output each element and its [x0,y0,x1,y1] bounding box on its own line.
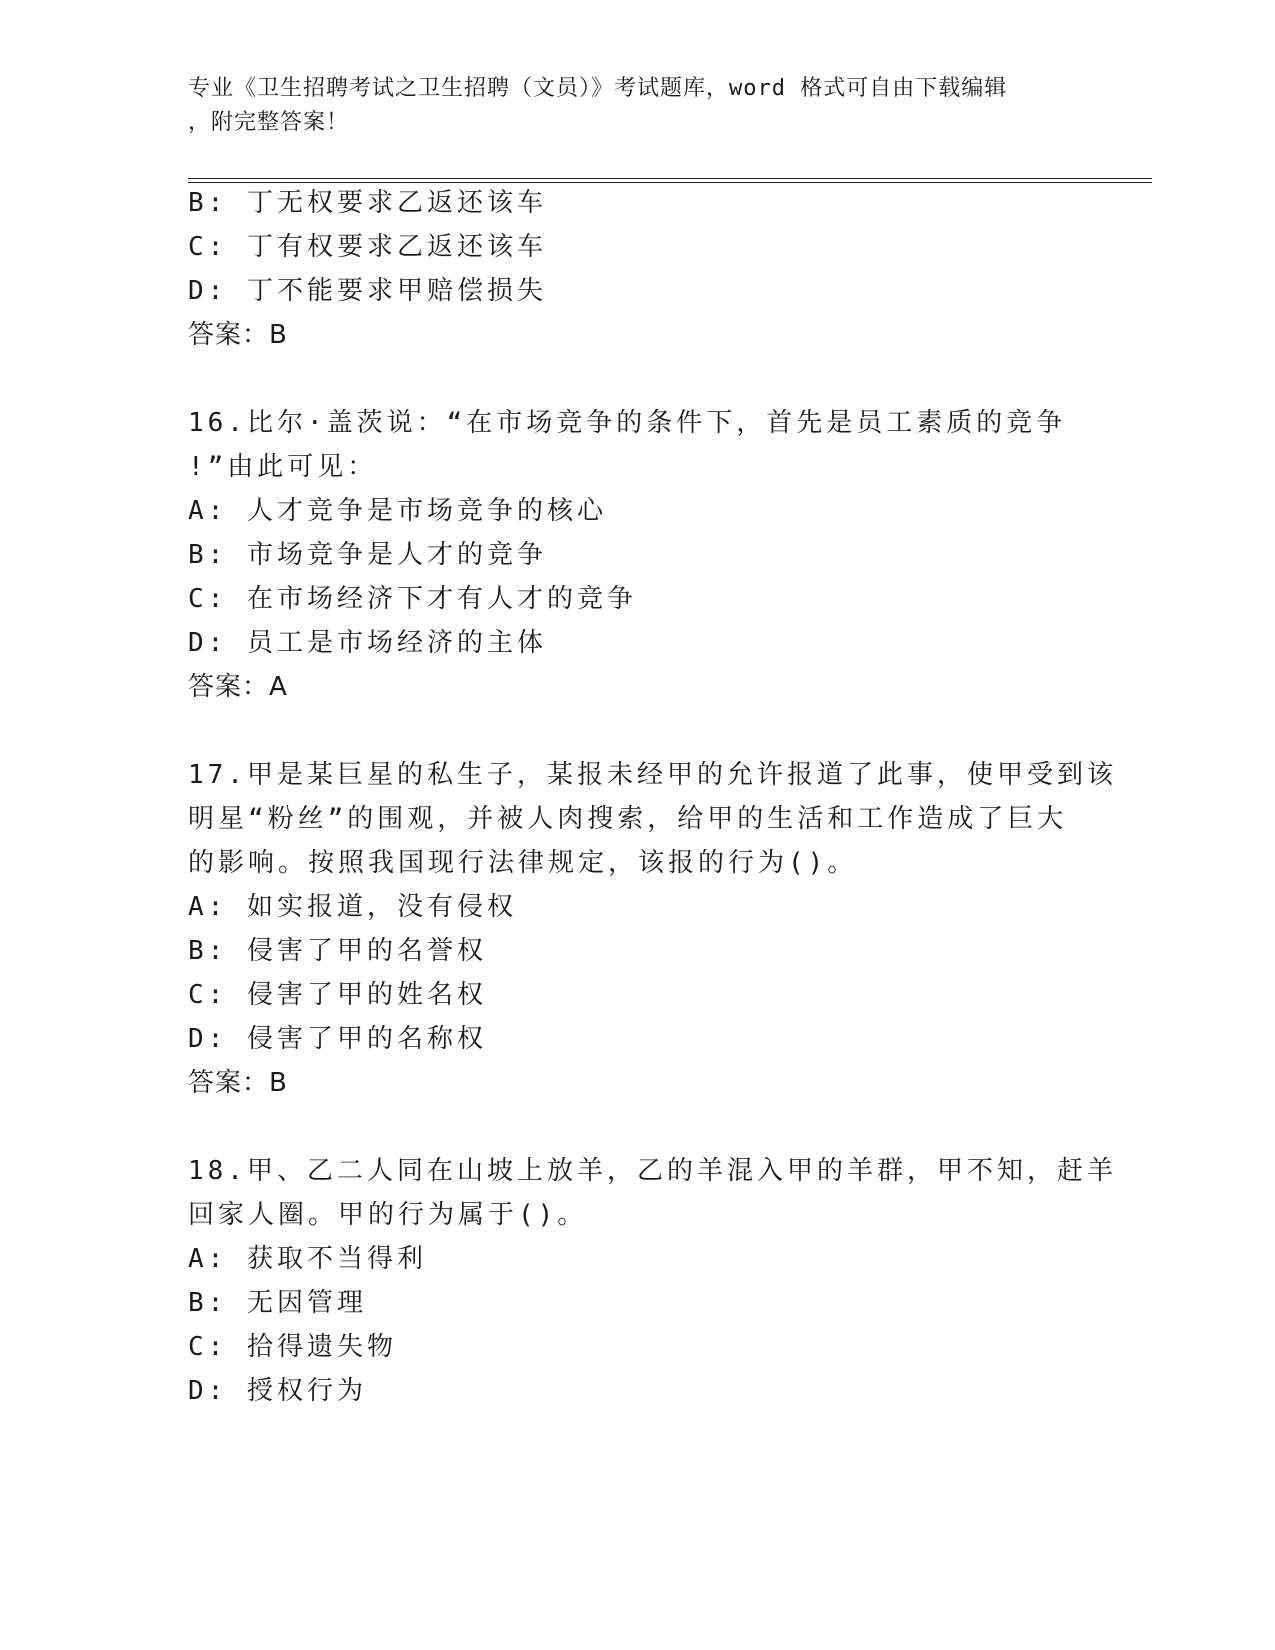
q16-stem-line-2: !”由此可见： [188,452,378,482]
header-line-1: 专业《卫生招聘考试之卫生招聘（文员）》考试题库，word 格式可自由下载编辑 [188,76,1008,101]
q16-stem-line-1: 16.比尔·盖茨说：“在市场竞争的条件下，首先是员工素质的竞争 [188,408,1067,438]
q15-option-c: C: 丁有权要求乙返还该车 [188,232,547,262]
q17-option-c: C: 侵害了甲的姓名权 [188,980,487,1010]
header-line-2: ，附完整答案！ [188,110,350,135]
q16-option-a: A: 人才竞争是市场竞争的核心 [188,496,607,526]
q15-option-b: B: 丁无权要求乙返还该车 [188,188,547,218]
q16-answer: 答案：A [188,672,288,702]
q18-option-d: D: 授权行为 [188,1376,367,1406]
document-header [188,72,1068,140]
q16-option-b: B: 市场竞争是人才的竞争 [188,540,547,570]
q16-option-c: C: 在市场经济下才有人才的竞争 [188,584,637,614]
header-divider-top [188,178,1152,179]
q17-option-a: A: 如实报道，没有侵权 [188,892,517,922]
q17-option-d: D: 侵害了甲的名称权 [188,1024,487,1054]
q16-option-d: D: 员工是市场经济的主体 [188,628,547,658]
q18-stem-line-1: 18.甲、乙二人同在山坡上放羊，乙的羊混入甲的羊群，甲不知，赶羊 [188,1156,1117,1186]
q18-option-b: B: 无因管理 [188,1288,367,1318]
header-divider-bottom [188,182,1152,183]
q18-stem-line-2: 回家人圈。甲的行为属于()。 [188,1200,588,1230]
q17-option-b: B: 侵害了甲的名誉权 [188,936,487,966]
q18-option-a: A: 获取不当得利 [188,1244,427,1274]
q18-option-c: C: 拾得遗失物 [188,1332,397,1362]
q17-answer: 答案：B [188,1068,288,1098]
q17-stem-line-2: 明星“粉丝”的围观，并被人肉搜索，给甲的生活和工作造成了巨大 [188,804,1068,834]
q15-option-d: D: 丁不能要求甲赔偿损失 [188,276,547,306]
q15-answer: 答案：B [188,320,288,350]
q17-stem-line-1: 17.甲是某巨星的私生子，某报未经甲的允许报道了此事，使甲受到该 [188,760,1117,790]
q17-stem-line-3: 的影响。按照我国现行法律规定，该报的行为()。 [188,848,858,878]
